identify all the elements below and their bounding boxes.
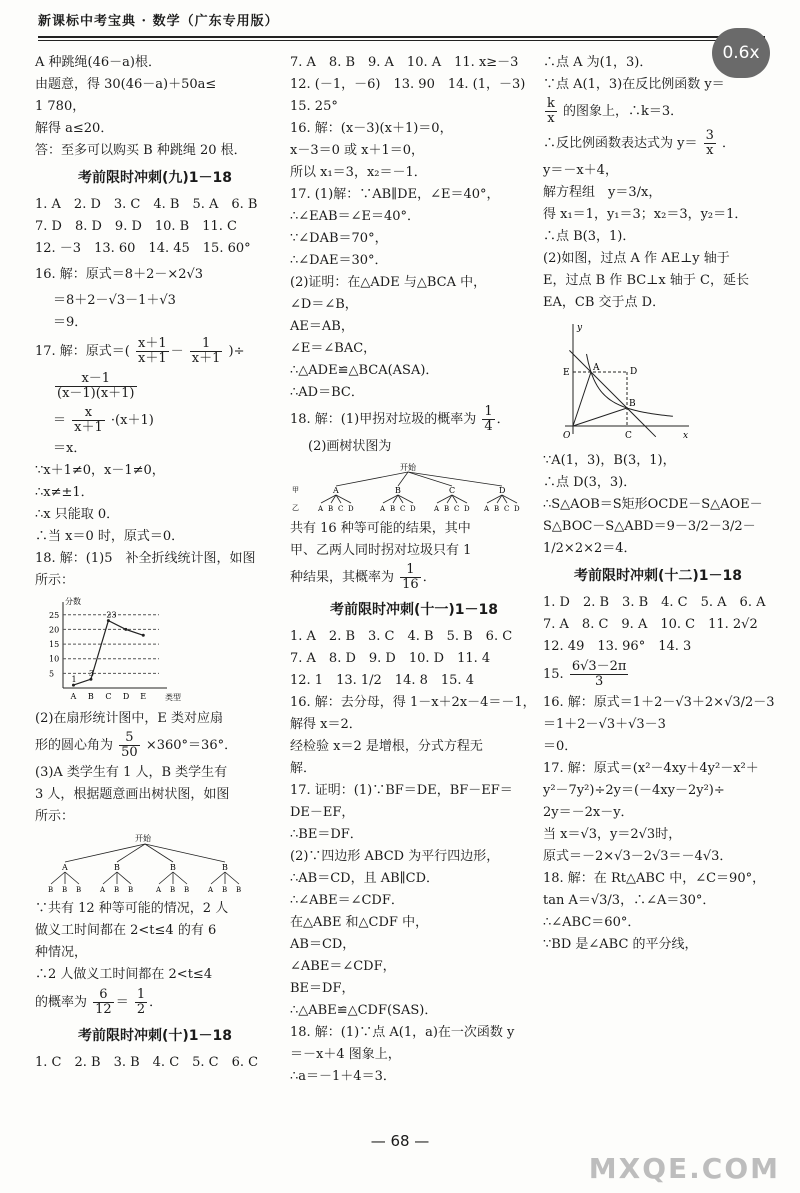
text-line: 答：至多可以购买 B 种跳绳 20 根． (35, 143, 247, 158)
text-line: ∴点 B(3，1)． (543, 229, 636, 244)
tree-leaf: A (156, 886, 162, 894)
text-line: ∴x≠±1． (35, 485, 94, 500)
text-line: 解． (290, 761, 317, 776)
data-point (124, 628, 127, 631)
text-line: 由题意，得 30(46－a)＋50a≤ (35, 77, 217, 92)
text-line: y＝－x＋4， (543, 163, 618, 178)
column-1 (35, 52, 275, 1074)
text-line: ∠D＝∠B， (290, 297, 358, 312)
tree-level-label: 甲 (292, 486, 299, 494)
tree-edge (65, 872, 79, 884)
tree-edge (173, 872, 187, 884)
text-line: ∴∠ABC＝60°． (543, 915, 641, 930)
text-line: S△BOC－S△ABD＝9－3/2－3/2－ (543, 519, 756, 534)
text-line: 16. 解：(x－3)(x＋1)＝0， (290, 121, 453, 136)
text-line: 种情况， (35, 945, 88, 960)
text-line: y²－7y²)÷2y＝(－4xy－2y²)÷ (543, 783, 725, 798)
text-line: ∴点 A 为(1，3)． (543, 55, 653, 70)
tree-leaf: A (100, 886, 106, 894)
text-line: 18. 解：在 Rt△ABC 中，∠C＝90°， (543, 871, 766, 886)
tree-edge (408, 472, 502, 486)
func-line: ∴反比例函数表达式为 y＝ $\frac{3}{x}$ ． (543, 128, 736, 158)
y-tick-label: 10 (49, 654, 60, 664)
line-chart (35, 596, 181, 704)
text-line: (2)如图，过点 A 作 AE⊥y 轴于 (543, 251, 730, 266)
text-line: AB＝CD， (290, 937, 356, 952)
text-line: 甲、乙两人同时拐对垃圾只有 1 (290, 543, 472, 558)
answer-line: 12. 1 13. 1/2 14. 8 15. 4 (290, 673, 474, 688)
q18-angle: 形的圆心角为 $\frac{5}{50}$ ×360°＝36°． (35, 730, 238, 760)
segment-OA (573, 372, 591, 426)
text-line: 所示： (35, 809, 75, 824)
q16-step: ＝8＋2－√3－1＋√3 (53, 293, 176, 308)
y-axis-label: y (577, 323, 583, 333)
section-title-11: 考前限时冲刺(十一)1－18 (329, 602, 499, 618)
tree-leaf: C (400, 505, 406, 513)
header-rule (38, 36, 765, 38)
x-tick-label: E (140, 692, 147, 701)
text-line: E，过点 B 作 BC⊥x 轴于 C，延长 (543, 273, 749, 288)
tree-leaf: B (328, 505, 334, 513)
tree-leaf: C (454, 505, 460, 513)
tree-leaf: A (380, 505, 386, 513)
text-line: 所以 x₁＝3，x₂＝－1． (290, 165, 427, 180)
answer-line: 7. D 8. D 9. D 10. B 11. C (35, 219, 237, 234)
text-line: A 种跳绳(46－a)根． (35, 55, 161, 70)
linear-function-line (569, 350, 655, 436)
q16-line: 16. 解：原式＝8＋2－×2√3 (35, 267, 204, 282)
x-axis-label: 类型 (165, 693, 181, 702)
q17-line: 17. 解：原式＝( $\frac{x+1}{x+1}$ － $\frac{1}{x+1}$ )÷ (35, 336, 245, 366)
answer-line: 1. A 2. B 3. C 4. B 5. B 6. C (290, 629, 513, 644)
text-line: ∴∠ABE＝∠CDF． (290, 893, 404, 908)
text-line: ∴△ADE≌△BCA(ASA)． (290, 363, 439, 378)
tree-leaf: B (494, 505, 500, 513)
text-line: ∵A(1，3)，B(3，1)， (543, 453, 676, 468)
text-line: 17. (1)解：∵AB∥DE，∠E＝40°， (290, 187, 500, 202)
text-line: ＝1＋2－√3＋√3－3 (543, 717, 666, 732)
tree-edge (103, 872, 117, 884)
answer-line: 12. －3 13. 60 14. 45 15. 60° (35, 241, 251, 256)
x-tick-label: D (122, 692, 130, 701)
tree-leaf: B (76, 886, 82, 894)
y-tick-label: 20 (49, 625, 60, 635)
point-label-E: E (563, 368, 570, 378)
text-line: 12. (－1，－6) 13. 90 14. (1，－3) (290, 77, 526, 92)
q18-prob-a: 18. 解：(1)甲拐对垃圾的概率为 $\frac{1}{4}$ ． (290, 404, 510, 434)
text-line: ∴点 D(3，3)． (543, 475, 637, 490)
text-line: 解方程组 y＝3/x， (543, 185, 662, 200)
text-line: (2)∵四边形 ABCD 为平行四边形， (290, 849, 500, 864)
series-line (73, 621, 143, 685)
y-axis-label: 分数 (65, 597, 81, 606)
tree-edge (398, 472, 408, 486)
tree-leaf: B (444, 505, 450, 513)
tree-leaf: B (184, 886, 190, 894)
tree-leaf: B (114, 886, 120, 894)
text-line: ∴a＝－1＋4＝3． (290, 1069, 396, 1084)
tree-edge (408, 472, 452, 486)
tree-leaf: D (348, 505, 354, 513)
text-line: 16. 解：原式＝1＋2－√3＋2×√3/2－3 (543, 695, 775, 710)
q16-result: ＝9． (53, 315, 88, 330)
text-line: x－3＝0 或 x＋1＝0， (290, 143, 425, 158)
tree-edge (117, 872, 131, 884)
data-point (142, 634, 145, 637)
text-line: 1/2×2×2＝4． (543, 541, 637, 556)
tree-node: A (333, 486, 339, 495)
tree-edge (211, 872, 225, 884)
watermark: MXQE.COM (588, 1152, 780, 1185)
tree-leaf: D (514, 505, 520, 513)
tree-node: C (449, 486, 456, 495)
text-line: AE＝AB， (290, 319, 354, 334)
text-line: ∠E＝∠BAC， (290, 341, 377, 356)
text-line: 7. A 8. B 9. A 10. A 11. x≥－3 (290, 55, 519, 70)
q15-line: 15. $\frac{6√3-2\pi}{3}$ (543, 659, 627, 689)
tree-edge (145, 844, 225, 862)
text-line: 原式＝－2×√3－2√3＝－4√3． (543, 849, 733, 864)
tree-leaf: A (484, 505, 490, 513)
text-line: ＝－x＋4 图象上， (290, 1047, 401, 1062)
y-tick-label: 25 (49, 610, 60, 620)
data-label: 23 (106, 610, 117, 620)
text-line: ∴AB＝CD，且 AB∥CD． (290, 871, 440, 886)
q18-tree-caption: (2)画树状图为 (308, 439, 392, 454)
text-line: ∴∠DAE＝30°． (290, 253, 388, 268)
header-rule-thin (38, 40, 765, 41)
tree-node: B (114, 863, 120, 872)
text-line: EA，CB 交于点 D． (543, 295, 666, 310)
text-line: ∴当 x＝0 时，原式＝0． (35, 529, 185, 544)
k-line: $\frac{k}{x}$ 的图象上，∴k＝3． (547, 96, 684, 126)
text-line: ∠ABE＝∠CDF， (290, 959, 396, 974)
tree-edge (336, 472, 408, 486)
text-line: 1 780， (35, 99, 86, 114)
sec10-answers: 1. C 2. B 3. B 4. C 5. C 6. C (35, 1055, 259, 1070)
text-line: 18. 解：(1)5 补全折线统计图，如图 (35, 551, 256, 566)
column-2 (290, 52, 538, 1088)
tree-level-label: 乙 (292, 504, 299, 512)
x-axis-label: x (683, 431, 689, 441)
section-title-12: 考前限时冲刺(十二)1－18 (573, 568, 743, 584)
tree-node: B (222, 863, 228, 872)
tree-edge (159, 872, 173, 884)
text-line: 所示： (35, 573, 75, 588)
text-line: ＝0． (543, 739, 578, 754)
q18-part2: (2)在扇形统计图中，E 类对应扇 (35, 711, 224, 726)
tree-edge (117, 844, 145, 862)
tree-leaf: B (128, 886, 134, 894)
tree-edge (145, 844, 173, 862)
point-label-D: D (630, 367, 638, 377)
x-tick-label: A (70, 692, 77, 701)
tree-leaf: C (338, 505, 344, 513)
text-line: ∴∠EAB＝∠E＝40°． (290, 209, 421, 224)
tree-node: B (170, 863, 176, 872)
text-line: 得 x₁＝1，y₁＝3；x₂＝3，y₂＝1． (543, 207, 748, 222)
q18-probability: 的概率为 $\frac{6}{12}$ ＝ $\frac{1}{2}$ ． (35, 987, 163, 1017)
text-line: 经检验 x＝2 是增根，分式方程无 (290, 739, 483, 754)
text-line: 做义工时间都在 2<t≤4 的有 6 (35, 923, 217, 938)
text-line: tan A＝√3/3，∴∠A＝30°． (543, 893, 716, 908)
tree-node: B (395, 486, 401, 495)
point-label-A: A (593, 363, 600, 373)
playback-speed-button[interactable]: 0.6x (712, 28, 770, 78)
y-tick-label: 5 (49, 669, 55, 679)
x-tick-label: C (105, 692, 112, 701)
text-line: 16. 解：去分母，得 1－x＋2x－4＝－1， (290, 695, 536, 710)
text-line: ∵点 A(1，3)在反比例函数 y＝ (543, 77, 725, 92)
q17-result: ＝x． (53, 441, 87, 456)
q17-step: ＝ $\frac{x}{x+1}$ ·(x＋1) (53, 405, 154, 435)
text-line: BE＝DF， (290, 981, 355, 996)
text-line: 3 人，根据题意画出树状图，如图 (35, 787, 230, 802)
tree-leaf: A (208, 886, 214, 894)
text-line: ∵共有 12 种等可能的情况，2 人 (35, 901, 229, 916)
answer-line: 1. A 2. D 3. C 4. B 5. A 6. B (35, 197, 258, 212)
x-tick-label: B (87, 692, 94, 701)
header-title: 新课标中考宝典 · 数学（广东专用版） (38, 14, 279, 29)
tree-leaf: C (504, 505, 510, 513)
text-line: 2y＝－2x－y． (543, 805, 634, 820)
tree-root: 开始 (135, 834, 151, 843)
text-line: 当 x＝√3，y＝2√3时， (543, 827, 682, 842)
text-line: ∵x＋1≠0，x－1≠0， (35, 463, 165, 478)
page-number: — 68 — (370, 1132, 430, 1150)
origin-label: O (563, 431, 571, 441)
tree-edge (65, 844, 145, 862)
tree-leaf: B (48, 886, 54, 894)
tree-leaf: B (170, 886, 176, 894)
text-line: 18. 解：(1)∵点 A(1，a)在一次函数 y (290, 1025, 515, 1040)
answer-line: 7. A 8. D 9. D 10. D 11. 4 (290, 651, 491, 666)
tree-leaf: B (390, 505, 396, 513)
tree-leaf: A (434, 505, 440, 513)
text-line: 共有 16 种等可能的结果，其中 (290, 521, 471, 536)
text-line: 17. 解：原式＝(x²－4xy＋4y²－x²＋ (543, 761, 759, 776)
q17-frac: $\frac{x-1}{(x-1)(x+1)}$ (57, 371, 135, 401)
section-title-10: 考前限时冲刺(十)1－18 (77, 1028, 233, 1044)
tree-leaf: B (62, 886, 68, 894)
point-label-C: C (625, 431, 632, 441)
data-label: 3 (88, 669, 95, 679)
column-3 (543, 52, 773, 956)
tree-root: 开始 (400, 463, 416, 472)
text-line: ∵BD 是∠ABC 的平分线， (543, 937, 698, 952)
text-line: 解得 x＝2． (290, 717, 362, 732)
coordinate-graph (543, 318, 693, 446)
tree-leaf: B (222, 886, 228, 894)
text-line: 在△ABE 和△CDF 中， (290, 915, 429, 930)
segment-OB (573, 408, 627, 426)
q18-prob-b: 种结果，其概率为 $\frac{1}{16}$ ． (290, 562, 436, 592)
tree-node: D (499, 486, 506, 495)
tree-leaf: D (410, 505, 416, 513)
text-line: ∴BE＝DF． (290, 827, 363, 842)
section-title-9: 考前限时冲刺(九)1－18 (77, 170, 233, 186)
text-line: ∴△ABE≌△CDF(SAS)． (290, 1003, 438, 1018)
tree-leaf: D (464, 505, 470, 513)
text-line: DE－EF， (290, 805, 355, 820)
text-line: 15. 25° (290, 99, 338, 114)
text-line: (3)A 类学生有 1 人，B 类学生有 (35, 765, 228, 780)
point-label-B: B (629, 399, 636, 409)
tree-diagram-1 (35, 832, 255, 894)
tree-diagram-2 (290, 462, 520, 514)
tree-leaf: B (236, 886, 242, 894)
text-line: 17. 证明：(1)∵BF＝DE，BF－EF＝ (290, 783, 513, 798)
text-line: ∴x 只能取 0． (35, 507, 120, 522)
answer-line: 12. 49 13. 96° 14. 3 (543, 639, 692, 654)
tree-edge (225, 872, 239, 884)
text-line: ∵∠DAB＝70°， (290, 231, 388, 246)
tree-node: A (62, 863, 68, 872)
answer-line: 1. D 2. B 3. B 4. C 5. A 6. A (543, 595, 766, 610)
text-line: ∴S△AOB＝S矩形OCDE－S△AOE－ (543, 497, 763, 512)
tree-leaf: A (318, 505, 324, 513)
data-label: 1 (71, 675, 77, 685)
text-line: ∴AD＝BC． (290, 385, 364, 400)
y-tick-label: 15 (49, 640, 60, 650)
answer-line: 7. A 8. C 9. A 10. C 11. 2√2 (543, 617, 758, 632)
text-line: (2)证明：在△ADE 与△BCA 中， (290, 275, 487, 290)
text-line: ∴2 人做义工时间都在 2<t≤4 (35, 967, 213, 982)
text-line: 解得 a≤20． (35, 121, 114, 136)
tree-edge (51, 872, 65, 884)
